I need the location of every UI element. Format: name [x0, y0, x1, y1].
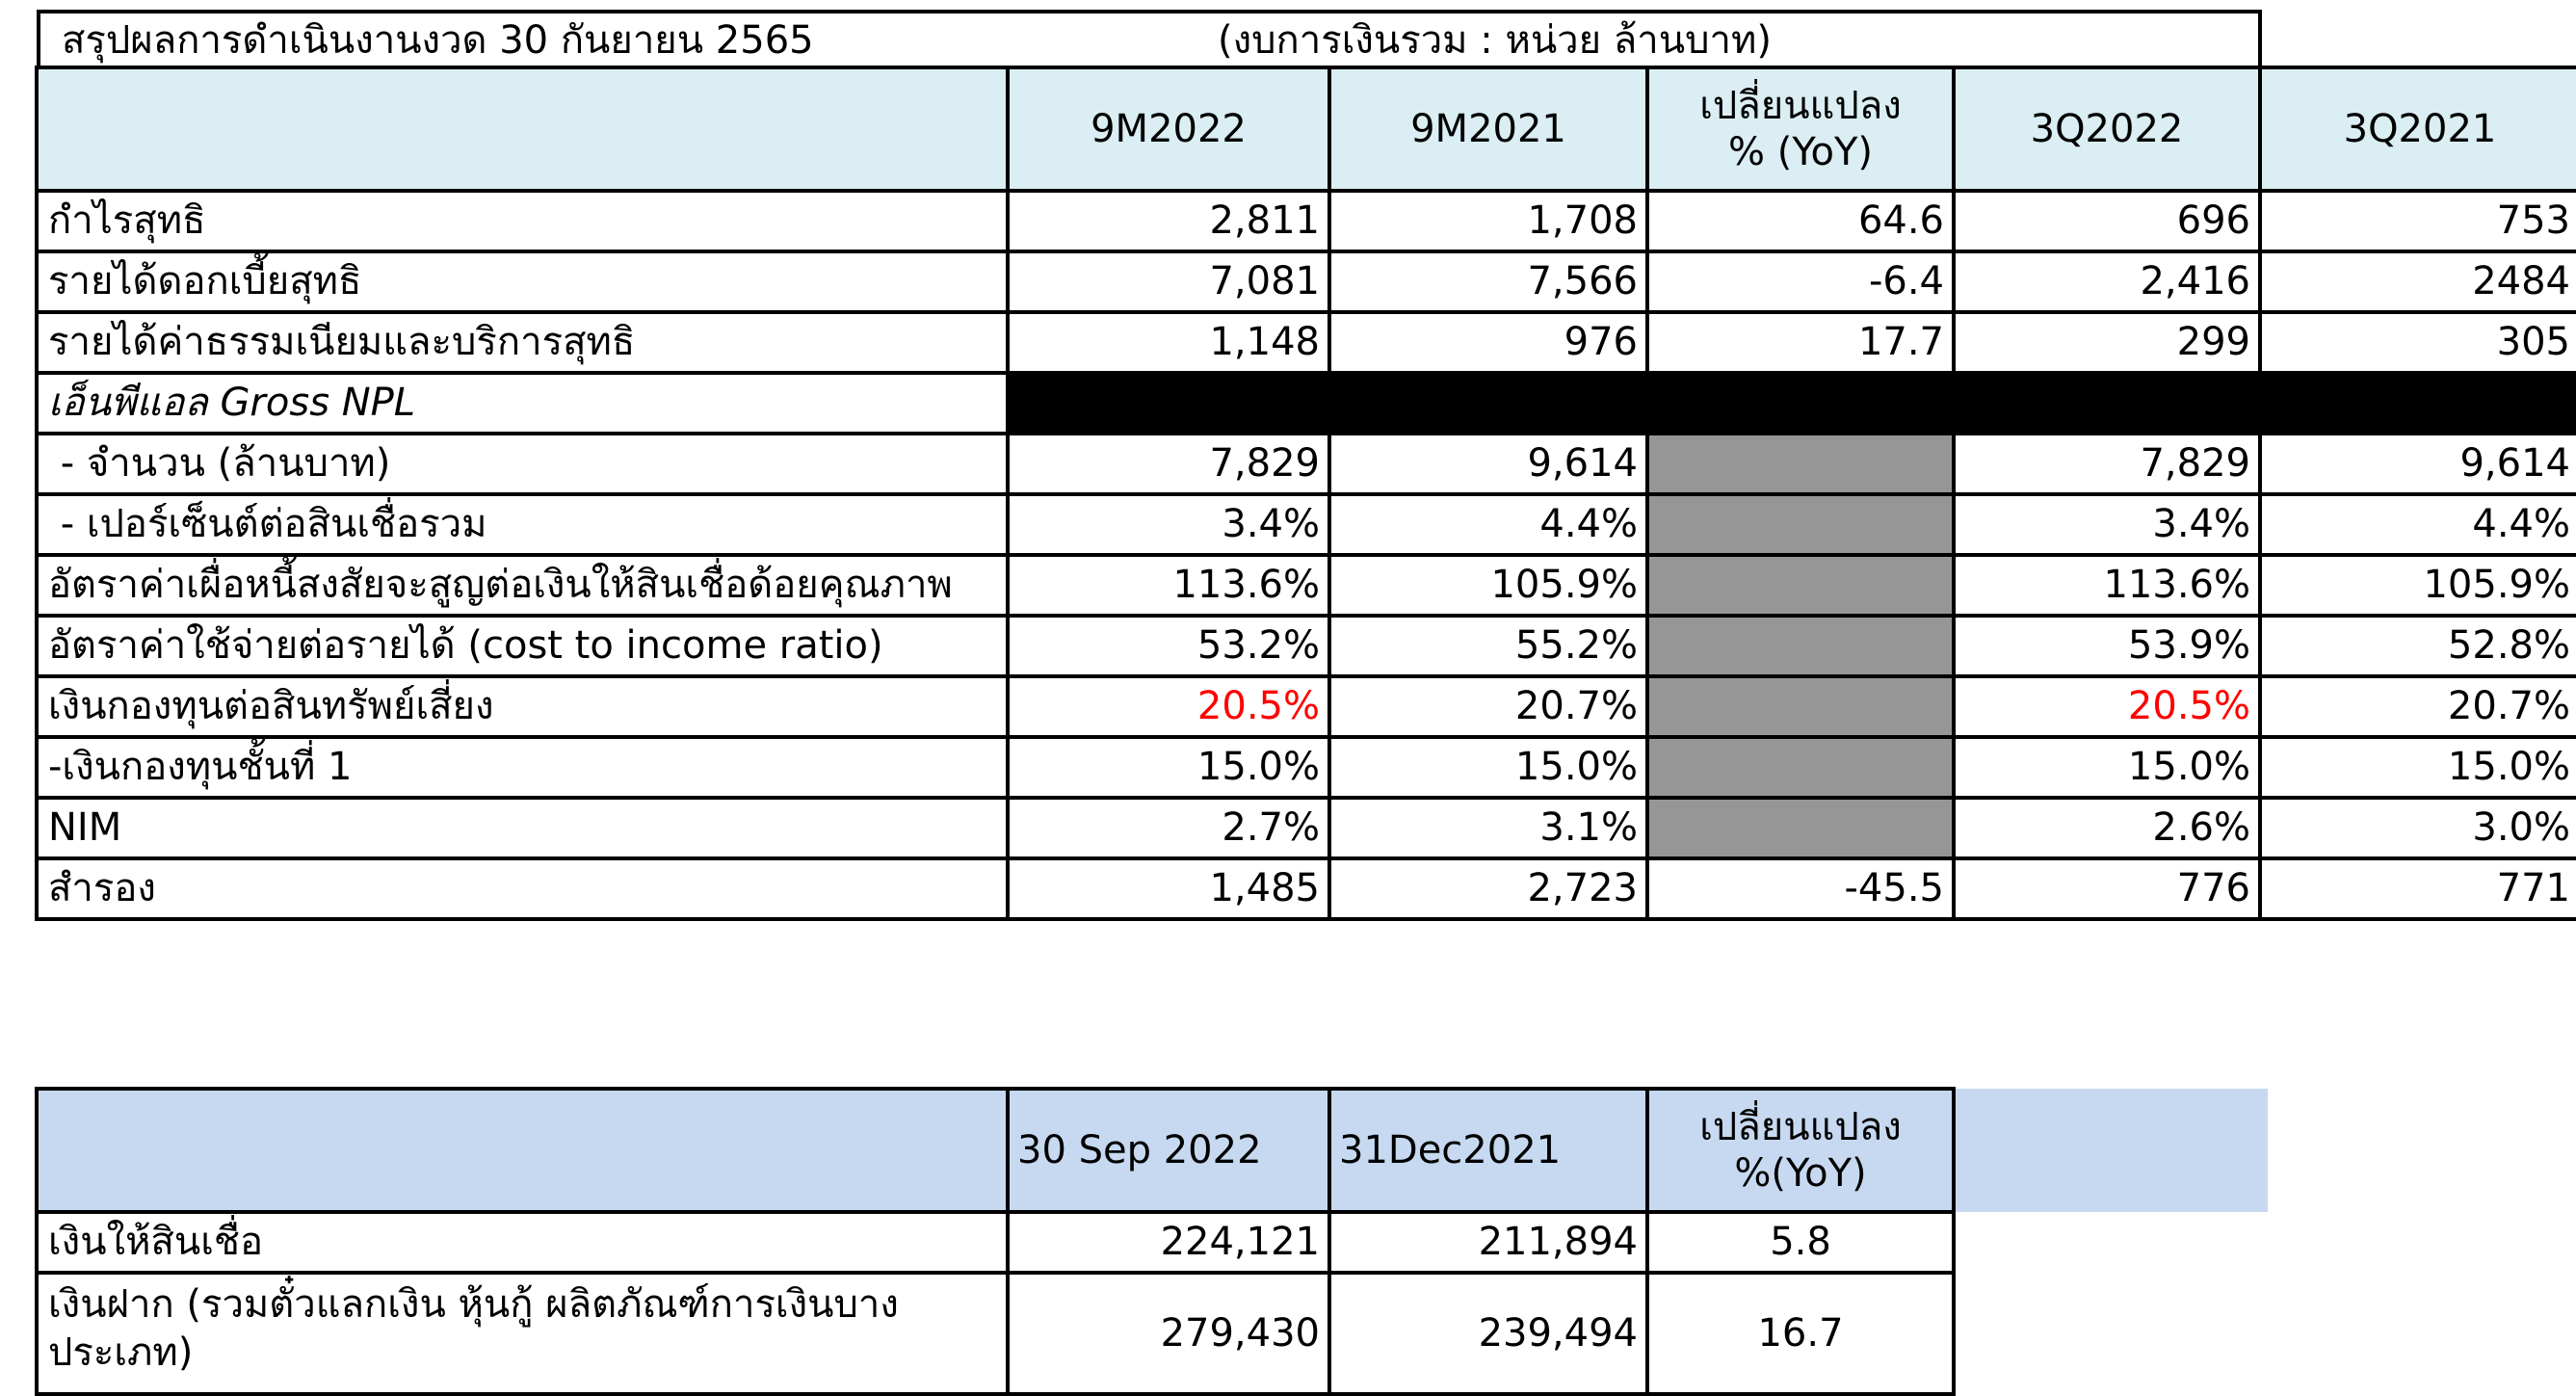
cell-grey-empty — [1647, 555, 1954, 616]
table-row — [37, 1212, 2268, 1273]
cell-value: 279,430 — [1008, 1273, 1329, 1394]
cell-value: 7,081 — [1008, 251, 1329, 312]
cell-grey-empty — [1647, 737, 1954, 798]
section-label-npl: เอ็นพีแอล Gross NPL — [37, 373, 1008, 434]
cell-value: 753 — [2260, 191, 2576, 251]
cell-value: 1,708 — [1329, 191, 1647, 251]
row-label: เงินให้สินเชื่อ — [37, 1212, 1008, 1273]
cell-value: 17.7 — [1647, 312, 1954, 373]
cell-value: 2,416 — [1954, 251, 2260, 312]
cell-value: 305 — [2260, 312, 2576, 373]
cell-value: 776 — [1954, 858, 2260, 919]
cell-value: 2,723 — [1329, 858, 1647, 919]
cell-value: 211,894 — [1329, 1212, 1647, 1273]
cell-blank — [1954, 1212, 2268, 1273]
cell-value-highlight: 20.5% — [1954, 676, 2260, 737]
table-row — [37, 676, 2576, 737]
row-label: NIM — [37, 798, 1008, 858]
cell-value: 7,566 — [1329, 251, 1647, 312]
header-change-yoy — [1647, 67, 1954, 191]
cell-value: 7,829 — [1954, 434, 2260, 494]
cell-value: 15.0% — [1008, 737, 1329, 798]
cell-value: 7,829 — [1008, 434, 1329, 494]
cell-value: 2.7% — [1008, 798, 1329, 858]
header-3q2022: 3Q2022 — [1954, 67, 2260, 191]
cell-blank — [1954, 1273, 2268, 1394]
header-change-yoy — [1647, 1089, 1954, 1212]
header-fill-extension — [1954, 1089, 2268, 1212]
header-change-line2: % (YoY) — [1728, 130, 1873, 174]
cell-value: 9,614 — [2260, 434, 2576, 494]
cell-value: 113.6% — [1008, 555, 1329, 616]
header-9m2021: 9M2021 — [1329, 67, 1647, 191]
section-black-bar — [1008, 373, 2576, 434]
table-row — [37, 555, 2576, 616]
table-row — [37, 434, 2576, 494]
table-header-row — [37, 67, 2576, 191]
cell-grey-empty — [1647, 676, 1954, 737]
row-label: กำไรสุทธิ — [37, 191, 1008, 251]
table-row — [37, 312, 2576, 373]
header-31dec2021: 31Dec2021 — [1329, 1089, 1647, 1212]
row-label: สำรอง — [37, 858, 1008, 919]
report-unit-note: (งบการเงินรวม : หน่วย ล้านบาท) — [1218, 18, 1772, 63]
cell-value: 3.4% — [1008, 494, 1329, 555]
cell-grey-empty — [1647, 798, 1954, 858]
cell-value: 20.7% — [1329, 676, 1647, 737]
table-row — [37, 798, 2576, 858]
performance-summary-table — [35, 66, 2576, 921]
table-header-row — [37, 1089, 2268, 1212]
header-3q2021: 3Q2021 — [2260, 67, 2576, 191]
cell-value: 53.9% — [1954, 616, 2260, 676]
table-row — [37, 494, 2576, 555]
cell-value: 15.0% — [1329, 737, 1647, 798]
cell-value-highlight: 20.5% — [1008, 676, 1329, 737]
row-label: - จำนวน (ล้านบาท) — [37, 434, 1008, 494]
cell-value: 52.8% — [2260, 616, 2576, 676]
table-row — [37, 737, 2576, 798]
table-row — [37, 858, 2576, 919]
table-row-section-npl — [37, 373, 2576, 434]
cell-value: 2.6% — [1954, 798, 2260, 858]
cell-value: 15.0% — [1954, 737, 2260, 798]
header-label-cell — [37, 1089, 1008, 1212]
cell-value: 2,811 — [1008, 191, 1329, 251]
table-row — [37, 251, 2576, 312]
cell-value: 113.6% — [1954, 555, 2260, 616]
cell-value: 64.6 — [1647, 191, 1954, 251]
cell-value: 9,614 — [1329, 434, 1647, 494]
header-9m2022: 9M2022 — [1008, 67, 1329, 191]
cell-grey-empty — [1647, 494, 1954, 555]
cell-value: 299 — [1954, 312, 2260, 373]
header-change-line1: เปลี่ยนแปลง — [1699, 1105, 1902, 1149]
cell-value: 2484 — [2260, 251, 2576, 312]
header-30sep2022: 30 Sep 2022 — [1008, 1089, 1329, 1212]
cell-value: 239,494 — [1329, 1273, 1647, 1394]
report-title: สรุปผลการดำเนินงานงวด 30 กันยายน 2565 — [62, 18, 814, 63]
header-label-cell — [37, 67, 1008, 191]
cell-value: 3.4% — [1954, 494, 2260, 555]
cell-value: 105.9% — [1329, 555, 1647, 616]
balance-summary-table — [35, 1087, 2268, 1396]
cell-value: 53.2% — [1008, 616, 1329, 676]
cell-value: 105.9% — [2260, 555, 2576, 616]
cell-value: -45.5 — [1647, 858, 1954, 919]
cell-value: 771 — [2260, 858, 2576, 919]
cell-value: 224,121 — [1008, 1212, 1329, 1273]
row-label: เงินกองทุนต่อสินทรัพย์เสี่ยง — [37, 676, 1008, 737]
cell-value: -6.4 — [1647, 251, 1954, 312]
cell-value: 20.7% — [2260, 676, 2576, 737]
cell-value: 4.4% — [1329, 494, 1647, 555]
cell-value: 4.4% — [2260, 494, 2576, 555]
row-label: อัตราค่าใช้จ่ายต่อรายได้ (cost to income ratio) — [37, 616, 1008, 676]
row-label: เงินฝาก (รวมตั๋วแลกเงิน หุ้นกู้ ผลิตภัณฑ์การเงินบางประเภท) — [37, 1273, 1008, 1394]
row-label: รายได้ดอกเบี้ยสุทธิ — [37, 251, 1008, 312]
cell-value: 1,148 — [1008, 312, 1329, 373]
report-title-bar — [37, 10, 2262, 69]
header-change-line1: เปลี่ยนแปลง — [1699, 84, 1902, 128]
cell-value: 3.0% — [2260, 798, 2576, 858]
cell-value: 696 — [1954, 191, 2260, 251]
cell-grey-empty — [1647, 434, 1954, 494]
cell-value: 15.0% — [2260, 737, 2576, 798]
table-row — [37, 616, 2576, 676]
header-change-line2: %(YoY) — [1734, 1151, 1867, 1196]
row-label: อัตราค่าเผื่อหนี้สงสัยจะสูญต่อเงินให้สินเชื่อด้อยคุณภาพ — [37, 555, 1008, 616]
cell-value: 1,485 — [1008, 858, 1329, 919]
cell-value: 3.1% — [1329, 798, 1647, 858]
table-row — [37, 191, 2576, 251]
row-label: - เปอร์เซ็นต์ต่อสินเชื่อรวม — [37, 494, 1008, 555]
cell-value: 16.7 — [1647, 1273, 1954, 1394]
row-label: -เงินกองทุนชั้นที่ 1 — [37, 737, 1008, 798]
cell-grey-empty — [1647, 616, 1954, 676]
cell-value: 55.2% — [1329, 616, 1647, 676]
cell-value: 976 — [1329, 312, 1647, 373]
cell-value: 5.8 — [1647, 1212, 1954, 1273]
table-row — [37, 1273, 2268, 1394]
row-label: รายได้ค่าธรรมเนียมและบริการสุทธิ — [37, 312, 1008, 373]
